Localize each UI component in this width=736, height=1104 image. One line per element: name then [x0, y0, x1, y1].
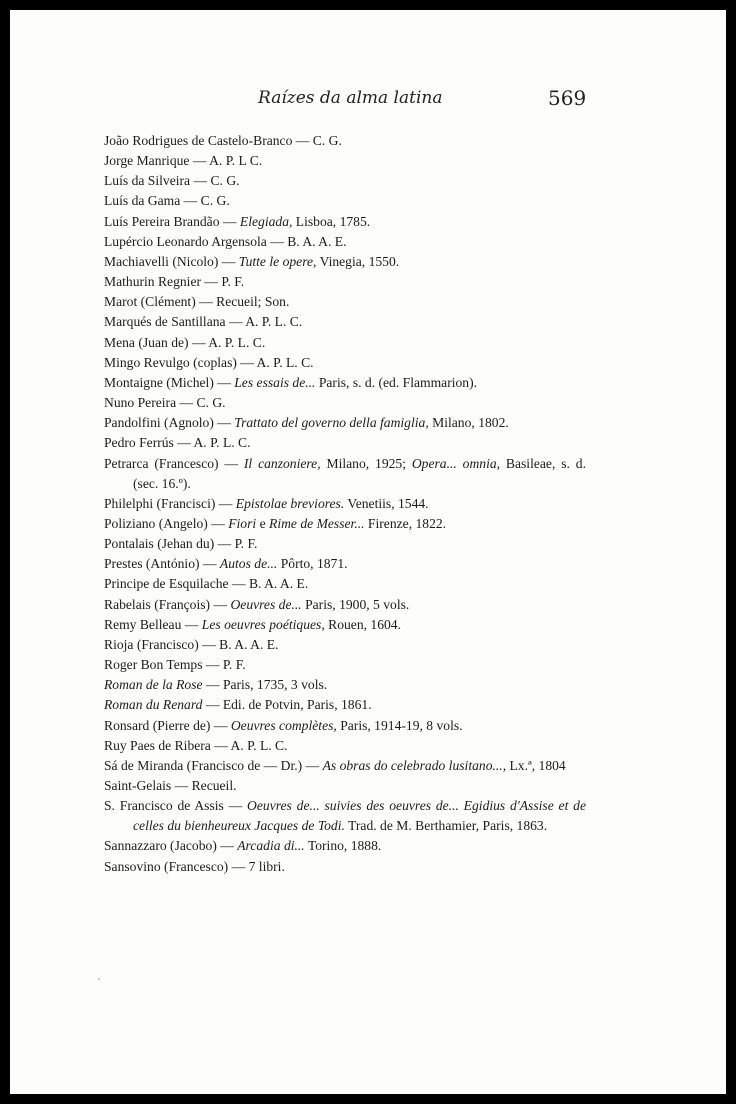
entry-author: Montaigne (Michel) —: [104, 374, 235, 390]
bibliography-entry: [104, 635, 586, 655]
bibliography-entry: [104, 695, 586, 715]
entry-details: Milano, 1802.: [428, 415, 509, 431]
entry-author: Pedro Ferrús — A. P. L. C.: [104, 435, 251, 451]
entry-details: Venetiis, 1544.: [344, 495, 429, 511]
entry-details: Rouen, 1604.: [324, 616, 402, 632]
entry-author: Principe de Esquilache — B. A. A. E.: [104, 576, 309, 592]
bibliography-entry: [104, 292, 586, 312]
entry-title: Autos de...: [219, 556, 278, 572]
entry-author: Luís da Silveira — C. G.: [104, 173, 240, 189]
bibliography-entry: [104, 312, 586, 332]
entry-author: Roger Bon Temps — P. F.: [104, 657, 246, 673]
bibliography-entry: [104, 675, 586, 695]
entry-title: Oeuvres de...: [230, 596, 302, 612]
entry-details: Milano, 1925;: [320, 455, 412, 471]
entry-title: Tutte le opere,: [238, 253, 317, 269]
bibliography-entry: [104, 574, 586, 594]
entry-details: Paris, 1900, 5 vols.: [301, 596, 410, 612]
bibliography-entry: [104, 433, 586, 453]
bibliography-entry: [104, 353, 586, 373]
bibliography-entry: [104, 836, 586, 856]
bibliography-entry: [104, 655, 586, 675]
entry-title: Les essais de...: [234, 374, 316, 390]
entry-author: Lupércio Leonardo Argensola — B. A. A. E.: [104, 233, 347, 249]
bibliography-entry: [104, 514, 586, 534]
bibliography-entry: [104, 716, 586, 736]
bibliography-entry: [104, 615, 586, 635]
entry-details: — Paris, 1735, 3 vols.: [202, 677, 328, 693]
bibliography-entry: [104, 454, 586, 494]
bibliography-list: [104, 131, 586, 877]
bibliography-entry: [104, 232, 586, 252]
page-header: [10, 88, 726, 118]
entry-author: Ronsard (Pierre de) —: [104, 717, 231, 733]
bibliography-entry: [104, 131, 586, 151]
entry-details: e: [256, 515, 270, 531]
book-page: [10, 10, 726, 1094]
bibliography-entry: [104, 373, 586, 393]
entry-author: Prestes (António) —: [104, 556, 220, 572]
bibliography-entry: [104, 212, 586, 232]
page-number: 569: [548, 86, 587, 110]
running-title: Raízes da alma latina: [258, 88, 443, 108]
bibliography-entry: [104, 413, 586, 433]
entry-author: Nuno Pereira — C. G.: [104, 395, 226, 411]
entry-author: Mena (Juan de) — A. P. L. C.: [104, 334, 266, 350]
bibliography-entry: [104, 736, 586, 756]
entry-details: Vinegia, 1550.: [316, 253, 400, 269]
bibliography-entry: [104, 191, 586, 211]
bibliography-entry: [104, 534, 586, 554]
bibliography-entry: [104, 393, 586, 413]
entry-title: Elegiada,: [239, 213, 293, 229]
entry-author: Remy Belleau —: [104, 616, 202, 632]
bibliography-entry: [104, 252, 586, 272]
entry-author: Ruy Paes de Ribera — A. P. L. C.: [104, 737, 288, 753]
entry-author: Marot (Clément) — Recueil; Son.: [104, 294, 290, 310]
paper-speck: [98, 978, 100, 980]
entry-author: João Rodrigues de Castelo-Branco — C. G.: [104, 133, 342, 148]
bibliography-entry: [104, 272, 586, 292]
entry-author: Saint-Gelais — Recueil.: [104, 778, 237, 793]
entry-details: Torino, 1888.: [304, 838, 382, 854]
entry-details: Paris, s. d. (ed. Flammarion).: [315, 374, 478, 390]
bibliography-entry: [104, 857, 586, 877]
entry-author: Luís Pereira Brandão —: [104, 213, 240, 229]
bibliography-entry: [104, 171, 586, 191]
bibliography-entry: [104, 554, 586, 574]
entry-author: Rioja (Francisco) — B. A. A. E.: [104, 636, 279, 652]
entry-author: Sá de Miranda (Francisco de — Dr.) —: [104, 757, 323, 773]
entry-details: Lisboa, 1785.: [292, 213, 371, 229]
bibliography-entry: [104, 151, 586, 171]
entry-author: Mingo Revulgo (coplas) — A. P. L. C.: [104, 354, 314, 370]
entry-author: S. Francisco de Assis —: [104, 798, 248, 814]
entry-author: Machiavelli (Nicolo) —: [104, 253, 239, 269]
entry-title: Epistolae breviores.: [235, 495, 345, 511]
entry-author: Marqués de Santillana — A. P. L. C.: [104, 314, 303, 330]
entry-author: Poliziano (Angelo) —: [104, 515, 229, 531]
entry-title: Roman de la Rose: [104, 677, 203, 693]
bibliography-entry: [104, 595, 586, 615]
entry-author: Sannazzaro (Jacobo) —: [104, 838, 238, 854]
entry-title: Arcadia di...: [237, 838, 305, 854]
entry-title: Rime de Messer...: [269, 515, 365, 531]
entry-author: Philelphi (Francisci) —: [104, 495, 236, 511]
bibliography-entry: [104, 796, 586, 836]
entry-author: Pontalais (Jehan du) — P. F.: [104, 536, 258, 552]
entry-title: Trattato del governo della famiglia,: [234, 415, 429, 431]
entry-author: Rabelais (François) —: [104, 596, 231, 612]
entry-title: Fiori: [228, 515, 257, 531]
entry-details: — Edi. de Potvin, Paris, 1861.: [202, 697, 372, 713]
entry-author: Jorge Manrique — A. P. L C.: [104, 153, 263, 169]
entry-author: Sansovino (Francesco) — 7 libri.: [104, 858, 285, 874]
bibliography-entry: [104, 756, 586, 776]
entry-details: Paris, 1914-19, 8 vols.: [336, 717, 463, 733]
entry-author: Luís da Gama — C. G.: [104, 193, 230, 209]
entry-author: Pandolfini (Agnolo) —: [104, 415, 235, 431]
entry-title: Opera... omnia,: [411, 455, 501, 471]
entry-author: Petrarca (Francesco) —: [104, 455, 244, 471]
entry-details: Pôrto, 1871.: [277, 556, 348, 572]
entry-title: Les oeuvres poétiques,: [201, 616, 325, 632]
entry-title: Oeuvres de... suivies des oeuvres de... Egidius d'Assise et de celles du bienheureux Jacques de Todi.: [133, 798, 587, 834]
bibliography-entry: [104, 494, 586, 514]
entry-author: Mathurin Regnier — P. F.: [104, 274, 245, 290]
bibliography-entry: [104, 776, 586, 796]
entry-title: Il canzoniere,: [243, 455, 321, 471]
entry-title: Oeuvres complètes,: [230, 717, 337, 733]
entry-title: Roman du Renard: [104, 697, 203, 713]
entry-details: Lx.ª, 1804: [506, 757, 566, 773]
bibliography-entry: [104, 333, 586, 353]
entry-details: Basileae, s. d. (sec. 16.º).: [133, 455, 586, 491]
entry-title: As obras do celebrado lusitano...,: [322, 757, 507, 773]
entry-details: Firenze, 1822.: [364, 515, 447, 531]
entry-details: Trad. de M. Berthamier, Paris, 1863.: [344, 818, 548, 834]
